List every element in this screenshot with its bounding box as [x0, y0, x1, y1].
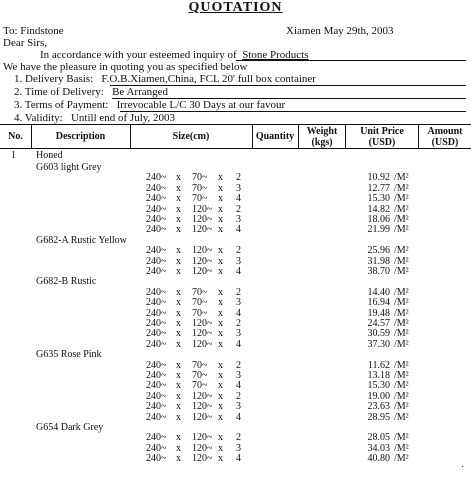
size-length: 240~ [146, 453, 167, 465]
price-unit: /M² [394, 245, 409, 257]
size-width: 70~ [192, 307, 208, 319]
size-separator: x [176, 359, 181, 371]
size-thickness: 3 [236, 328, 241, 340]
size-thickness: 2 [236, 318, 241, 329]
size-thickness: 4 [236, 453, 241, 465]
size-length: 240~ [146, 432, 167, 444]
size-separator: x [176, 193, 181, 205]
price-unit: /M² [394, 432, 409, 444]
price-unit: /M² [394, 307, 409, 319]
unit-price: 28.05 [367, 432, 390, 444]
size-separator: x [218, 286, 223, 298]
size-length: 240~ [146, 390, 167, 402]
price-unit: /M² [394, 286, 409, 298]
table-row [0, 443, 471, 454]
size-separator: x [218, 453, 223, 465]
size-thickness: 2 [236, 245, 241, 257]
term-value: Untill end of July, 2003 [70, 112, 176, 124]
size-length: 240~ [146, 359, 167, 371]
size-separator: x [218, 411, 223, 423]
size-width: 70~ [192, 172, 208, 184]
size-width: 120~ [192, 338, 213, 350]
column-divider [418, 124, 419, 148]
unit-price: 37.30 [367, 338, 390, 350]
size-separator: x [176, 245, 181, 257]
table-row [0, 287, 471, 298]
table-row [0, 266, 471, 277]
unit-price: 31.98 [367, 255, 390, 267]
term-label: 4. Validity: [14, 112, 63, 124]
size-separator: x [176, 266, 181, 277]
size-length: 240~ [146, 401, 167, 413]
size-length: 240~ [146, 255, 167, 267]
size-length: 240~ [146, 193, 167, 205]
size-separator: x [218, 432, 223, 444]
table-row [0, 308, 471, 319]
price-unit: /M² [394, 224, 409, 236]
size-thickness: 3 [236, 442, 241, 454]
unit-price: 23.63 [367, 401, 390, 413]
size-thickness: 4 [236, 411, 241, 423]
size-separator: x [218, 380, 223, 392]
table-row [0, 183, 471, 194]
price-unit: /M² [394, 182, 409, 194]
header-unit-price: Unit Price (USD) [360, 126, 404, 148]
inquiry-underline [236, 60, 466, 61]
size-width: 120~ [192, 432, 213, 444]
size-length: 240~ [146, 370, 167, 381]
size-width: 120~ [192, 214, 213, 225]
size-length: 240~ [146, 307, 167, 319]
size-separator: x [218, 224, 223, 236]
table-row [0, 412, 471, 423]
table-row [0, 432, 471, 443]
size-separator: x [176, 182, 181, 194]
price-unit: /M² [394, 442, 409, 454]
table-row [0, 339, 471, 350]
size-width: 70~ [192, 193, 208, 205]
size-separator: x [218, 182, 223, 194]
size-separator: x [176, 370, 181, 381]
unit-price: 18.06 [367, 214, 390, 225]
price-unit: /M² [394, 214, 409, 225]
unit-price: 15.30 [367, 193, 390, 205]
size-separator: x [176, 224, 181, 236]
size-width: 120~ [192, 328, 213, 340]
product-group-name: G603 light Grey [36, 162, 102, 173]
size-separator: x [176, 172, 181, 184]
size-thickness: 4 [236, 266, 241, 277]
table-row [0, 172, 471, 183]
size-separator: x [218, 203, 223, 215]
price-unit: /M² [394, 401, 409, 413]
unit-price: 19.48 [367, 307, 390, 319]
table-row [0, 328, 471, 339]
size-separator: x [218, 255, 223, 267]
table-row [0, 214, 471, 225]
item-number: 1 [11, 150, 16, 161]
price-unit: /M² [394, 380, 409, 392]
table-row [0, 224, 471, 235]
price-unit: /M² [394, 203, 409, 215]
size-separator: x [176, 255, 181, 267]
product-group-name: G635 Rose Pink [36, 349, 102, 361]
term-time-of-delivery [14, 86, 168, 98]
product-group-name: G682-A Rustic Yellow [36, 234, 127, 246]
price-unit: /M² [394, 266, 409, 277]
size-thickness: 2 [236, 172, 241, 184]
header-description: Description [55, 131, 106, 142]
size-length: 240~ [146, 245, 167, 257]
price-unit: /M² [394, 193, 409, 205]
size-width: 120~ [192, 224, 213, 236]
column-divider [298, 124, 299, 148]
size-width: 70~ [192, 359, 208, 371]
size-separator: x [218, 266, 223, 277]
size-separator: x [176, 380, 181, 392]
size-separator: x [176, 411, 181, 423]
size-separator: x [176, 307, 181, 319]
size-length: 240~ [146, 318, 167, 329]
price-unit: /M² [394, 370, 409, 381]
price-unit: /M² [394, 328, 409, 340]
size-thickness: 4 [236, 380, 241, 392]
table-row [0, 360, 471, 371]
unit-price: 24.57 [367, 318, 390, 329]
column-divider [345, 124, 346, 148]
unit-price: 28.95 [367, 411, 390, 423]
price-unit: /M² [394, 338, 409, 350]
size-thickness: 4 [236, 338, 241, 350]
size-length: 240~ [146, 328, 167, 340]
size-separator: x [218, 172, 223, 184]
unit-price: 14.82 [367, 203, 390, 215]
size-separator: x [176, 203, 181, 215]
term-label: 2. Time of Delivery: [14, 86, 104, 98]
recipient: To: Findstone [3, 25, 64, 37]
inquiry-subject: Stone Products [242, 49, 309, 61]
size-separator: x [218, 401, 223, 413]
size-separator: x [218, 193, 223, 205]
table-header-bottom-border [0, 148, 471, 149]
table-row [0, 297, 471, 308]
header-quantity: Quantity [255, 131, 295, 142]
size-width: 70~ [192, 182, 208, 194]
size-width: 120~ [192, 203, 213, 215]
product-group-name: G682-B Rustic [36, 276, 97, 288]
product-group-name: G654 Dark Grey [36, 422, 104, 433]
page-mark: · [461, 462, 465, 473]
table-row [0, 380, 471, 391]
size-width: 120~ [192, 411, 213, 423]
salutation: Dear Sirs, [3, 37, 47, 49]
size-thickness: 3 [236, 182, 241, 194]
size-thickness: 3 [236, 297, 241, 309]
size-width: 70~ [192, 370, 208, 381]
size-thickness: 2 [236, 390, 241, 402]
term-label: 3. Terms of Payment: [14, 99, 109, 111]
price-unit: /M² [394, 255, 409, 267]
size-separator: x [176, 318, 181, 329]
size-thickness: 4 [236, 193, 241, 205]
size-separator: x [176, 401, 181, 413]
unit-price: 30.59 [367, 328, 390, 340]
unit-price: 13.18 [367, 370, 390, 381]
size-thickness: 3 [236, 370, 241, 381]
table-row [0, 256, 471, 267]
unit-price: 12.77 [367, 182, 390, 194]
size-length: 240~ [146, 286, 167, 298]
size-separator: x [176, 390, 181, 402]
size-thickness: 4 [236, 224, 241, 236]
size-separator: x [218, 442, 223, 454]
header-weight: Weight (kgs) [306, 126, 338, 148]
term-validity [14, 112, 175, 124]
price-unit: /M² [394, 411, 409, 423]
size-length: 240~ [146, 182, 167, 194]
table-row [0, 193, 471, 204]
place-date: Xiamen May 29th, 2003 [286, 25, 394, 37]
price-unit: /M² [394, 359, 409, 371]
size-width: 120~ [192, 318, 213, 329]
unit-price: 14.40 [367, 286, 390, 298]
size-length: 240~ [146, 411, 167, 423]
term-label: 1. Delivery Basis: [14, 73, 94, 85]
size-thickness: 2 [236, 286, 241, 298]
size-separator: x [176, 442, 181, 454]
finish-label: Honed [36, 150, 63, 161]
size-thickness: 2 [236, 203, 241, 215]
size-thickness: 2 [236, 359, 241, 371]
header-no: No. [8, 131, 23, 142]
price-unit: /M² [394, 453, 409, 465]
size-thickness: 2 [236, 432, 241, 444]
size-thickness: 4 [236, 307, 241, 319]
size-length: 240~ [146, 224, 167, 236]
size-length: 240~ [146, 380, 167, 392]
table-row [0, 370, 471, 381]
size-separator: x [176, 214, 181, 225]
unit-price: 21.99 [367, 224, 390, 236]
term-delivery-basis [14, 73, 316, 85]
unit-price: 25.96 [367, 245, 390, 257]
header-size: Size(cm) [172, 131, 210, 142]
size-thickness: 3 [236, 214, 241, 225]
size-length: 240~ [146, 266, 167, 277]
size-length: 240~ [146, 214, 167, 225]
size-width: 120~ [192, 401, 213, 413]
table-row [0, 245, 471, 256]
price-unit: /M² [394, 172, 409, 184]
table-row [0, 204, 471, 215]
size-separator: x [218, 328, 223, 340]
size-separator: x [176, 286, 181, 298]
size-separator: x [218, 370, 223, 381]
size-separator: x [176, 297, 181, 309]
size-separator: x [218, 338, 223, 350]
inquiry-prefix: In accordance with your esteemed inquiry of [40, 49, 237, 61]
size-length: 240~ [146, 297, 167, 309]
unit-price: 34.03 [367, 442, 390, 454]
unit-price: 40.80 [367, 453, 390, 465]
term-value: Irrevocable L/C 30 Days at our favour [116, 99, 286, 111]
unit-price: 15.30 [367, 380, 390, 392]
size-separator: x [218, 245, 223, 257]
intro-line: We have the pleasure in quoting you as specified below [3, 61, 248, 73]
size-width: 120~ [192, 266, 213, 277]
size-width: 70~ [192, 286, 208, 298]
size-length: 240~ [146, 172, 167, 184]
size-separator: x [218, 390, 223, 402]
size-separator: x [218, 359, 223, 371]
size-width: 120~ [192, 245, 213, 257]
size-width: 70~ [192, 380, 208, 392]
table-row [0, 453, 471, 464]
size-width: 120~ [192, 453, 213, 465]
term-value: F.O.B.Xiamen,China, FCL 20' full box container [101, 73, 316, 85]
size-length: 240~ [146, 203, 167, 215]
table-top-border [0, 124, 471, 125]
size-width: 70~ [192, 297, 208, 309]
size-separator: x [176, 338, 181, 350]
size-length: 240~ [146, 338, 167, 350]
term-value: Be Arranged [112, 86, 168, 98]
size-width: 120~ [192, 442, 213, 454]
table-row [0, 401, 471, 412]
size-width: 120~ [192, 390, 213, 402]
unit-price: 38.70 [367, 266, 390, 277]
size-separator: x [218, 214, 223, 225]
unit-price: 11.62 [367, 359, 390, 371]
size-separator: x [176, 453, 181, 465]
size-length: 240~ [146, 442, 167, 454]
price-unit: /M² [394, 390, 409, 402]
size-separator: x [176, 432, 181, 444]
size-thickness: 3 [236, 401, 241, 413]
size-separator: x [176, 328, 181, 340]
table-row [0, 318, 471, 329]
unit-price: 10.92 [367, 172, 390, 184]
unit-price: 16.94 [367, 297, 390, 309]
table-row [0, 391, 471, 402]
size-separator: x [218, 297, 223, 309]
document-title: QUOTATION [188, 0, 283, 15]
unit-price: 19.00 [367, 390, 390, 402]
size-separator: x [218, 318, 223, 329]
size-width: 120~ [192, 255, 213, 267]
size-separator: x [218, 307, 223, 319]
size-thickness: 3 [236, 255, 241, 267]
header-amount: Amount (USD) [427, 126, 463, 148]
term-payment [14, 99, 285, 111]
price-unit: /M² [394, 297, 409, 309]
price-unit: /M² [394, 318, 409, 329]
